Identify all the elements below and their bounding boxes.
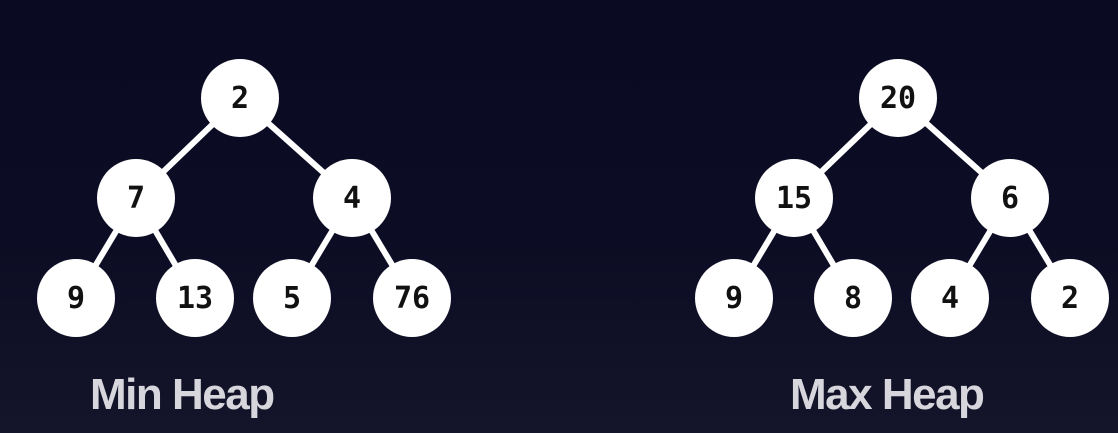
max-heap-left-node: 15 [755,159,833,237]
max-heap-title: Max Heap [790,370,984,419]
max-heap-right-right-node: 2 [1031,259,1109,337]
min-heap-root-node: 2 [201,59,279,137]
min-heap-left-node: 7 [97,159,175,237]
max-heap-right-left-node: 4 [911,259,989,337]
min-heap-right-right-node: 76 [373,259,451,337]
min-heap-right-node: 4 [313,159,391,237]
max-heap-left-right-node: 8 [814,259,892,337]
min-heap-title: Min Heap [90,370,274,419]
max-heap-left-left-node: 9 [695,259,773,337]
max-heap-root-node: 20 [859,59,937,137]
min-heap-left-right-node: 13 [156,259,234,337]
min-heap-left-left-node: 9 [37,259,115,337]
min-heap-right-left-node: 5 [253,259,331,337]
max-heap-right-node: 6 [971,159,1049,237]
